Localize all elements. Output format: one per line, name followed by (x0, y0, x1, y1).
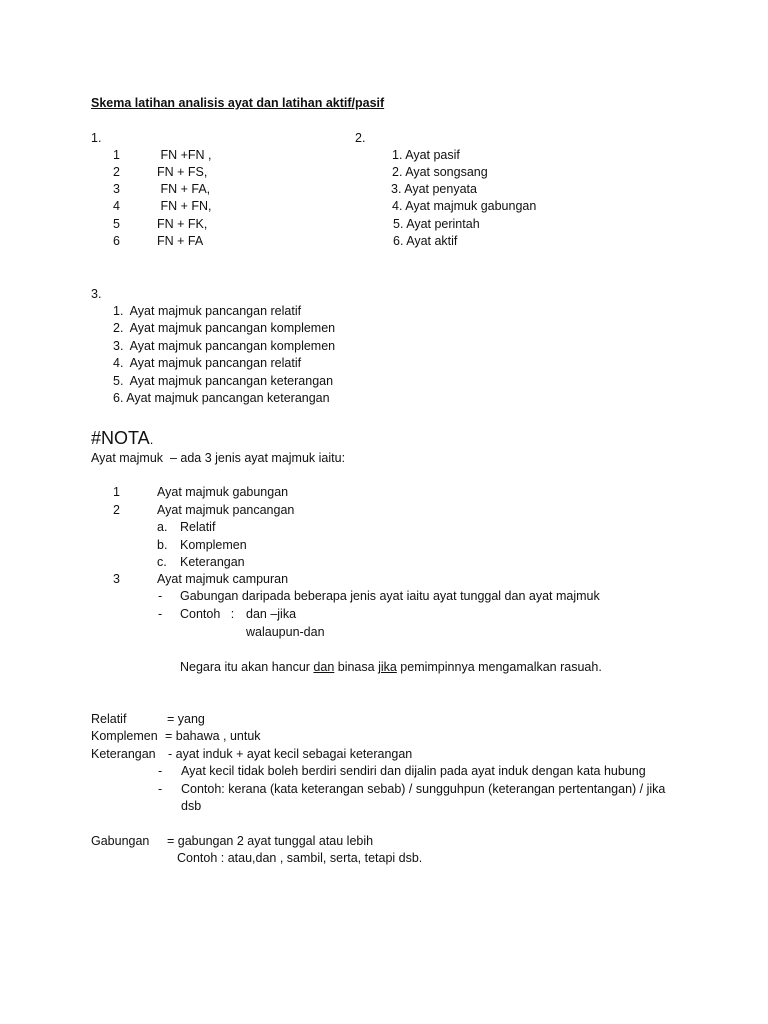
section-3-item: 3. Ayat majmuk pancangan komplemen (113, 339, 336, 353)
campuran-contoh-label: Contoh : (180, 607, 235, 621)
keterangan-point: Ayat kecil tidak boleh berdiri sendiri dan dijalin pada ayat induk dengan kata hubung (181, 764, 646, 778)
example-underlined-dan: dan (313, 660, 335, 674)
section-1-row-value: FN +FN , (157, 148, 212, 162)
section-2-item: 4. Ayat majmuk gabungan (392, 199, 537, 213)
section-3-item: 2. Ayat majmuk pancangan komplemen (113, 321, 336, 335)
campuran-dash: - (158, 607, 163, 621)
section-3-item: 4. Ayat majmuk pancangan relatif (113, 356, 302, 370)
example-part: Negara itu akan hancur (180, 660, 314, 674)
section-1-row-value: FN + FK, (157, 217, 208, 231)
section-3-item: 1. Ayat majmuk pancangan relatif (113, 304, 302, 318)
document-title: Skema latihan analisis ayat dan latihan aktif/pasif (91, 96, 385, 110)
keterangan-dash: - (158, 764, 163, 778)
section-1-row-value: FN + FN, (157, 199, 212, 213)
section-2-item: 2. Ayat songsang (392, 165, 488, 179)
section-3-number: 3. (91, 287, 102, 301)
section-1-row-num: 3 (113, 182, 120, 196)
section-3-item: 6. Ayat majmuk pancangan keterangan (113, 391, 330, 405)
gabungan-label: Gabungan (91, 834, 150, 848)
example-part: binasa (334, 660, 379, 674)
nota-subtype-letter: a. (157, 520, 168, 534)
section-3-item: 5. Ayat majmuk pancangan keterangan (113, 374, 334, 388)
nota-heading-text: #NOTA (91, 428, 150, 448)
section-2-item: 3. Ayat penyata (391, 182, 477, 196)
keterangan-label: Keterangan (91, 747, 156, 761)
campuran-contoh-value-2: walaupun-dan (246, 625, 325, 639)
komplemen-label: Komplemen (91, 729, 158, 743)
section-1-number: 1. (91, 131, 102, 145)
gabungan-contoh: Contoh : atau,dan , sambil, serta, tetapi dsb. (177, 851, 423, 865)
campuran-example-sentence (180, 659, 602, 677)
section-2-item: 1. Ayat pasif (392, 148, 460, 162)
keterangan-value: - ayat induk + ayat kecil sebagai keterangan (168, 747, 413, 761)
gabungan-value: = gabungan 2 ayat tunggal atau lebih (167, 834, 374, 848)
keterangan-point-continued: dsb (181, 799, 202, 813)
section-1-row-num: 2 (113, 165, 120, 179)
keterangan-point: Contoh: kerana (kata keterangan sebab) / sungguhpun (keterangan pertentangan) / jika (181, 782, 666, 796)
nota-subtype-label: Komplemen (180, 538, 247, 552)
nota-subtype-letter: b. (157, 538, 168, 552)
nota-type-label: Ayat majmuk campuran (157, 572, 289, 586)
section-1-row-value: FN + FA (157, 234, 204, 248)
nota-type-num: 1 (113, 485, 120, 499)
relatif-value: = yang (167, 712, 205, 726)
keterangan-dash: - (158, 782, 163, 796)
campuran-contoh-value: dan –jika (246, 607, 297, 621)
section-1-row-num: 5 (113, 217, 120, 231)
nota-subtype-letter: c. (157, 555, 167, 569)
campuran-description: Gabungan daripada beberapa jenis ayat iaitu ayat tunggal dan ayat majmuk (180, 589, 600, 603)
nota-heading-dot: . (149, 432, 154, 447)
section-2-number: 2. (355, 131, 366, 145)
example-underlined-jika: jika (378, 660, 397, 674)
nota-subtype-label: Keterangan (180, 555, 245, 569)
nota-heading (91, 427, 153, 451)
nota-subtype-label: Relatif (180, 520, 216, 534)
nota-type-num: 2 (113, 503, 120, 517)
section-1-row-num: 1 (113, 148, 120, 162)
section-2-item: 6. Ayat aktif (393, 234, 458, 248)
section-1-row-num: 4 (113, 199, 120, 213)
nota-type-label: Ayat majmuk pancangan (157, 503, 295, 517)
nota-intro: Ayat majmuk – ada 3 jenis ayat majmuk iaitu: (91, 451, 346, 465)
komplemen-value: = bahawa , untuk (165, 729, 261, 743)
example-part: pemimpinnya mengamalkan rasuah. (396, 660, 602, 674)
section-1-row-value: FN + FA, (157, 182, 211, 196)
nota-type-num: 3 (113, 572, 120, 586)
section-2-item: 5. Ayat perintah (393, 217, 480, 231)
section-1-row-num: 6 (113, 234, 120, 248)
campuran-dash: - (158, 589, 163, 603)
nota-type-label: Ayat majmuk gabungan (157, 485, 289, 499)
section-1-row-value: FN + FS, (157, 165, 208, 179)
relatif-label: Relatif (91, 712, 127, 726)
